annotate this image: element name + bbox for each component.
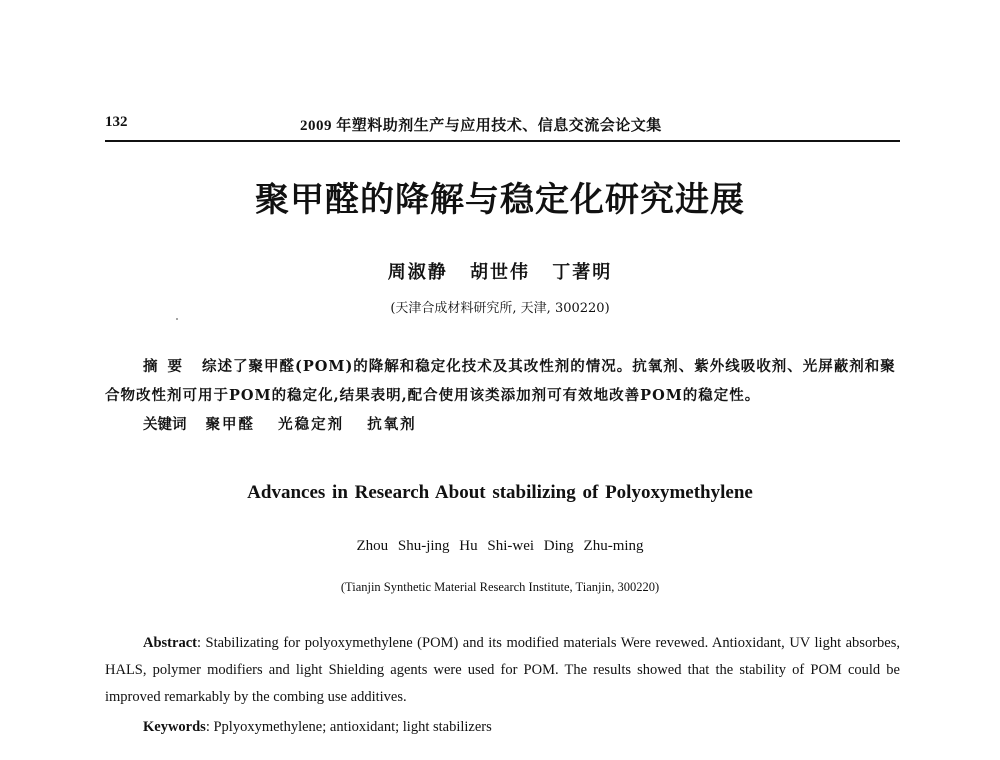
running-header: [105, 114, 900, 136]
english-abstract-label: Abstract: [143, 635, 197, 651]
english-affiliation: (Tianjin Synthetic Material Research Institute, Tianjin, 300220): [340, 580, 660, 594]
english-authors: Zhou Shu-jing Hu Shi-wei Ding Zhu-ming: [356, 538, 644, 554]
journal-title: 2009 年塑料助剂生产与应用技术、信息交流会论文集: [300, 118, 662, 134]
english-keywords: [143, 719, 492, 736]
author-3: 丁著明: [552, 262, 613, 283]
author-2: 胡世伟: [470, 262, 530, 283]
chinese-abstract-label: 摘要: [143, 358, 192, 375]
chinese-keywords: [143, 410, 435, 439]
chinese-title: 聚甲醛的降解与稳定化研究进展: [255, 180, 745, 220]
chinese-abstract-text: 综述了聚甲醛(POM)的降解和稳定化技术及其改性剂的情况。抗氧剂、紫外线吸收剂、光屏蔽剂和聚合物改性剂可用于POM的稳定化,结果表明,配合使用该类添加剂可有效地改善POM的稳定性。: [105, 358, 896, 404]
keyword-2: 光稳定剂: [278, 416, 345, 433]
chinese-keywords-label: 关键词: [143, 416, 187, 433]
chinese-authors: [0, 258, 1000, 284]
header-rule: [105, 140, 900, 142]
page-number: 132: [105, 114, 128, 130]
english-keywords-label: Keywords: [143, 719, 206, 735]
keyword-1: 聚甲醛: [205, 416, 256, 433]
chinese-affiliation: (天津合成材料研究所, 天津, 300220): [390, 301, 610, 316]
english-abstract: [105, 630, 900, 711]
english-title: Advances in Research About stabilizing of Polyoxymethylene: [247, 482, 753, 503]
keyword-3: 抗氧剂: [367, 416, 417, 433]
author-1: 周淑静: [387, 262, 448, 283]
english-keywords-text: : Pplyoxymethylene; antioxidant; light stabilizers: [205, 719, 492, 735]
chinese-abstract: [105, 352, 900, 410]
english-abstract-text: : Stabilizating for polyoxymethylene (POM) and its modified materials Were revewed. Antioxidant, UV light absorbes, HALS, polymer modifiers and light Shielding agents were used for POM. The results showed that the stability of POM could be improved remarkably by the combing use additives.: [105, 635, 900, 705]
scan-speck: [176, 318, 178, 320]
